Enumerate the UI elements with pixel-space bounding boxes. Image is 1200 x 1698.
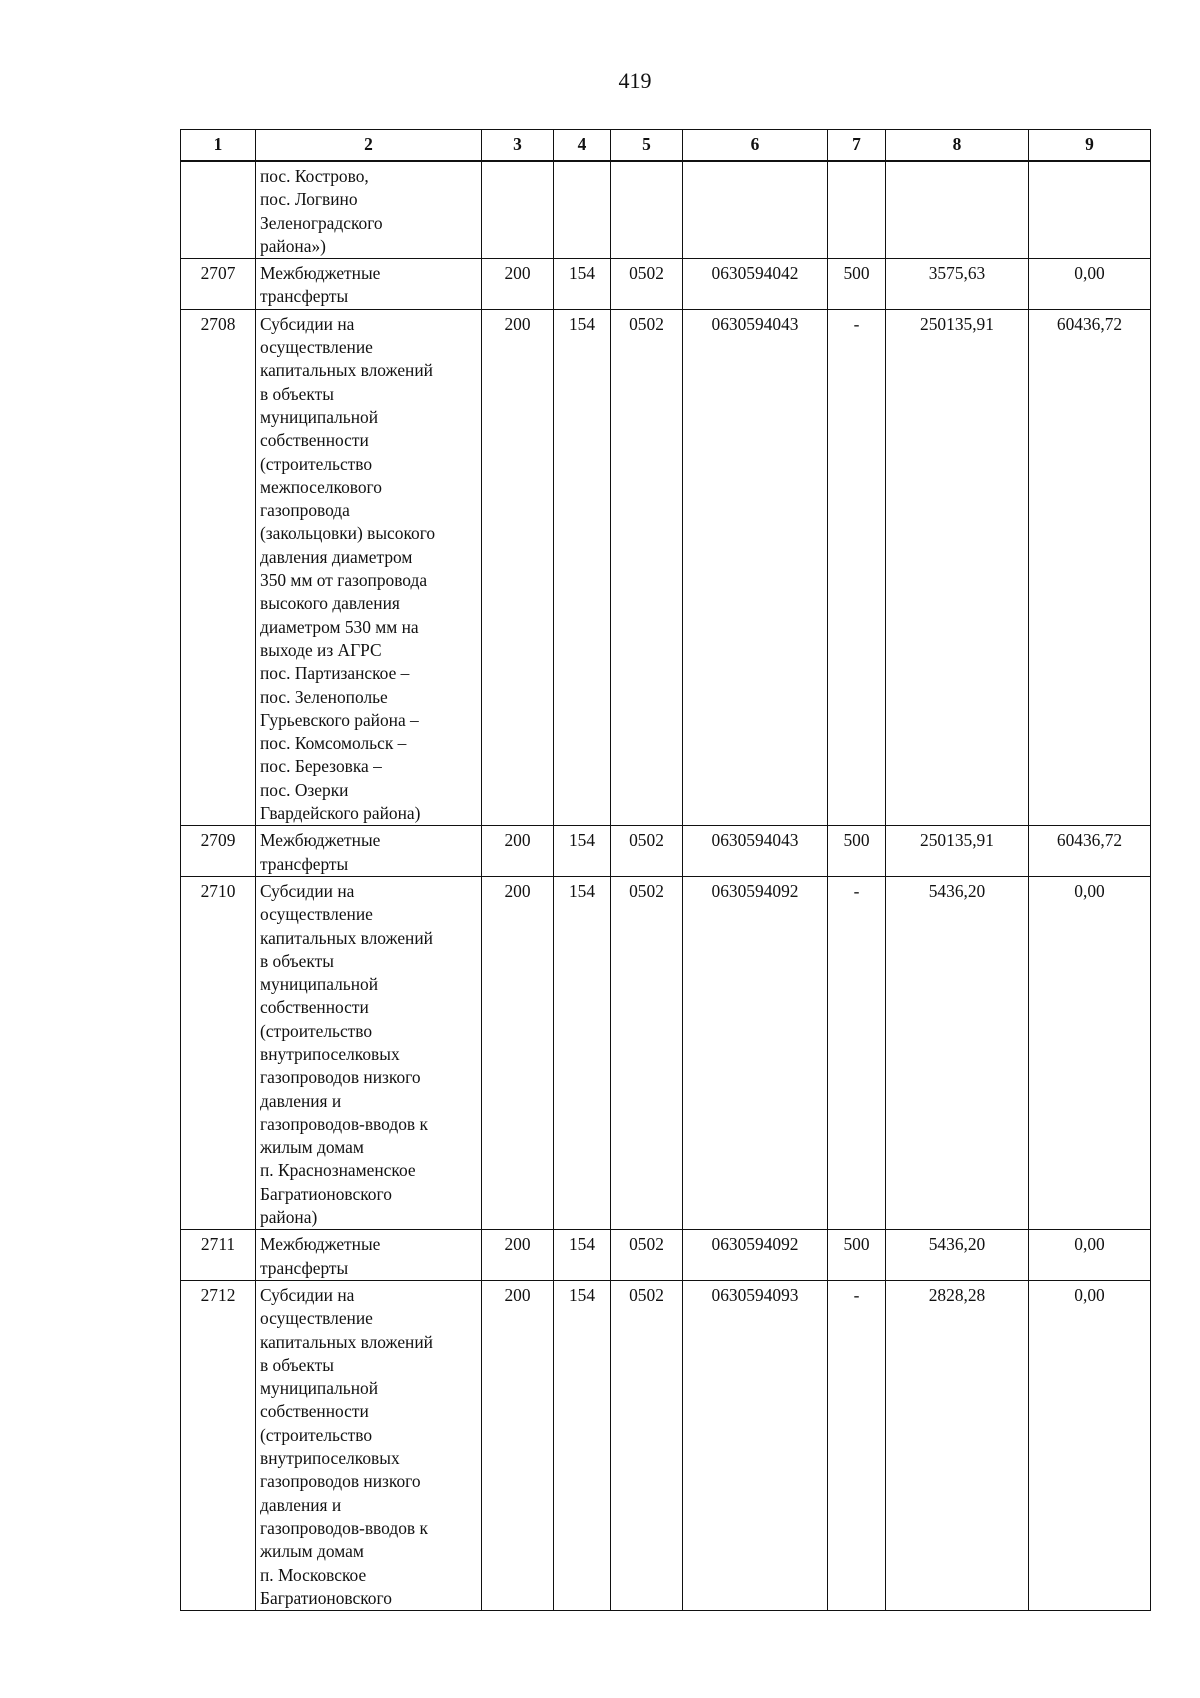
cell-col4 (554, 161, 611, 259)
table-row (181, 876, 1151, 1229)
table-row (181, 1230, 1151, 1281)
cell-col9: 0,00 (1029, 259, 1151, 310)
cell-col4: 154 (554, 309, 611, 826)
row-name: Межбюджетные трансферты (256, 1230, 482, 1281)
cell-col8: 2828,28 (886, 1280, 1029, 1610)
cell-col3: 200 (482, 1230, 554, 1281)
column-header: 4 (554, 130, 611, 162)
column-header: 5 (611, 130, 683, 162)
row-number: 2709 (181, 826, 256, 877)
cell-col9: 0,00 (1029, 1280, 1151, 1610)
row-name: Субсидии на осуществление капитальных вложений в объекты муниципальной собственности (строительство внутрипоселковых газопроводов низкого давления и газопроводов-вводов к жилым домам п. Московское Багратионовского (256, 1280, 482, 1610)
cell-col9: 0,00 (1029, 876, 1151, 1229)
row-number: 2710 (181, 876, 256, 1229)
table-row (181, 1280, 1151, 1610)
column-header: 7 (828, 130, 886, 162)
cell-col4: 154 (554, 1230, 611, 1281)
table-row (181, 309, 1151, 826)
cell-col8: 250135,91 (886, 826, 1029, 877)
cell-col7: - (828, 309, 886, 826)
cell-col4: 154 (554, 876, 611, 1229)
cell-col9: 0,00 (1029, 1230, 1151, 1281)
column-header: 8 (886, 130, 1029, 162)
row-name: Межбюджетные трансферты (256, 826, 482, 877)
cell-col7: 500 (828, 826, 886, 877)
cell-col5: 0502 (611, 1230, 683, 1281)
cell-col9: 60436,72 (1029, 826, 1151, 877)
cell-col8 (886, 161, 1029, 259)
cell-col3: 200 (482, 259, 554, 310)
table-row (181, 161, 1151, 259)
cell-col3: 200 (482, 1280, 554, 1610)
cell-col6: 0630594092 (683, 876, 828, 1229)
cell-col8: 5436,20 (886, 1230, 1029, 1281)
row-number: 2707 (181, 259, 256, 310)
cell-col7: 500 (828, 1230, 886, 1281)
budget-table (180, 129, 1151, 1611)
cell-col5 (611, 161, 683, 259)
cell-col6: 0630594043 (683, 309, 828, 826)
cell-col5: 0502 (611, 876, 683, 1229)
cell-col3 (482, 161, 554, 259)
cell-col8: 5436,20 (886, 876, 1029, 1229)
cell-col7: - (828, 1280, 886, 1610)
cell-col3: 200 (482, 876, 554, 1229)
row-number (181, 161, 256, 259)
row-name: Субсидии на осуществление капитальных вложений в объекты муниципальной собственности (строительство внутрипоселковых газопроводов низкого давления и газопроводов-вводов к жилым домам п. Краснознаменское Багратионовского района) (256, 876, 482, 1229)
row-name: пос. Кострово, пос. Логвино Зеленоградского района») (256, 161, 482, 259)
table-row (181, 259, 1151, 310)
column-header: 1 (181, 130, 256, 162)
cell-col5: 0502 (611, 1280, 683, 1610)
cell-col8: 3575,63 (886, 259, 1029, 310)
cell-col7: - (828, 876, 886, 1229)
cell-col5: 0502 (611, 259, 683, 310)
row-number: 2712 (181, 1280, 256, 1610)
row-name: Межбюджетные трансферты (256, 259, 482, 310)
cell-col6: 0630594093 (683, 1280, 828, 1610)
cell-col9 (1029, 161, 1151, 259)
cell-col9: 60436,72 (1029, 309, 1151, 826)
cell-col3: 200 (482, 826, 554, 877)
table-row (181, 826, 1151, 877)
cell-col6: 0630594043 (683, 826, 828, 877)
cell-col7: 500 (828, 259, 886, 310)
cell-col6: 0630594042 (683, 259, 828, 310)
cell-col4: 154 (554, 826, 611, 877)
column-header: 9 (1029, 130, 1151, 162)
cell-col5: 0502 (611, 309, 683, 826)
cell-col6 (683, 161, 828, 259)
column-header: 2 (256, 130, 482, 162)
cell-col3: 200 (482, 309, 554, 826)
row-number: 2708 (181, 309, 256, 826)
cell-col4: 154 (554, 259, 611, 310)
table-header-row (181, 130, 1151, 162)
column-header: 6 (683, 130, 828, 162)
row-name: Субсидии на осуществление капитальных вложений в объекты муниципальной собственности (строительство межпоселкового газопровода (закольцовки) высокого давления диаметром 350 мм от газопровода высокого давления диаметром 530 мм на выходе из АГРС пос. Партизанское – пос. Зеленополье Гурьевского района – пос. Комсомольск – пос. Березовка – пос. Озерки Гвардейского района) (256, 309, 482, 826)
cell-col5: 0502 (611, 826, 683, 877)
cell-col4: 154 (554, 1280, 611, 1610)
row-number: 2711 (181, 1230, 256, 1281)
cell-col8: 250135,91 (886, 309, 1029, 826)
cell-col7 (828, 161, 886, 259)
column-header: 3 (482, 130, 554, 162)
page-number: 419 (618, 68, 652, 93)
cell-col6: 0630594092 (683, 1230, 828, 1281)
